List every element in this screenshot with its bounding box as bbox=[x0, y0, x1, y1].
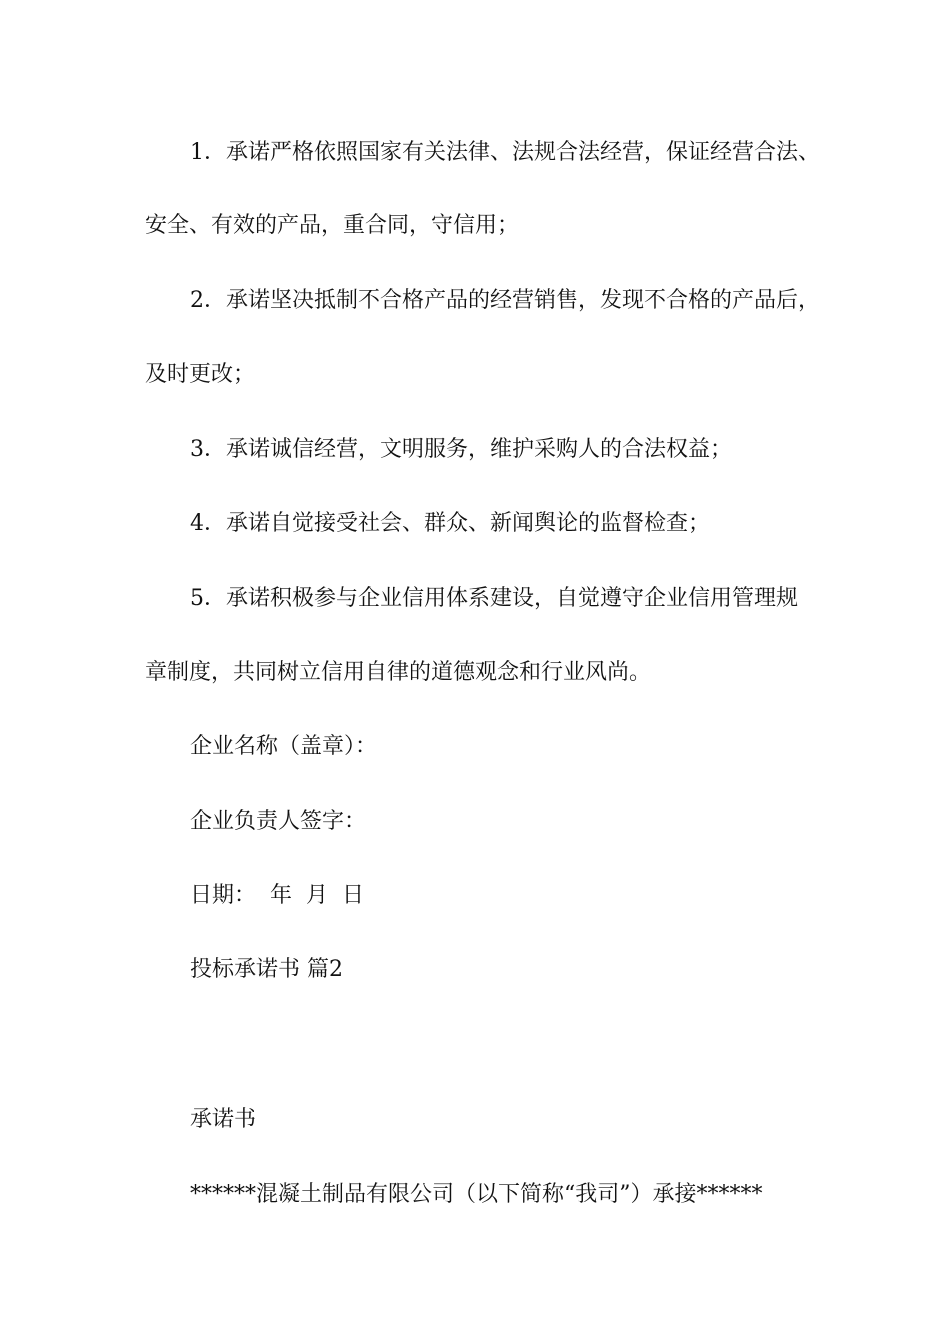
paragraph-1-line-1: 1．承诺严格依照国家有关法律、法规合法经营，保证经营合法、 bbox=[190, 140, 820, 165]
paragraph-2-line-1: 2．承诺坚决抵制不合格产品的经营销售，发现不合格的产品后， bbox=[190, 288, 820, 313]
paragraph-4: 4．承诺自觉接受社会、群众、新闻舆论的监督检查； bbox=[190, 511, 710, 536]
paragraph-5-line-1: 5．承诺积极参与企业信用体系建设，自觉遵守企业信用管理规 bbox=[190, 586, 798, 611]
company-leader-signature-label: 企业负责人签字： bbox=[190, 809, 367, 834]
section-heading-pian-2: 投标承诺书 篇2 bbox=[190, 957, 343, 982]
date-label: 日期： 年 月 日 bbox=[190, 883, 364, 908]
paragraph-2-line-2: 及时更改； bbox=[145, 362, 256, 387]
paragraph-3: 3．承诺诚信经营，文明服务，维护采购人的合法权益； bbox=[190, 437, 732, 462]
letter-title: 承诺书 bbox=[190, 1107, 257, 1132]
paragraph-1-line-2: 安全、有效的产品，重合同，守信用； bbox=[145, 213, 520, 238]
company-name-seal-label: 企业名称（盖章）： bbox=[190, 734, 378, 759]
letter-body-line-1: ******混凝土制品有限公司（以下简称“我司”）承接****** bbox=[190, 1182, 763, 1207]
paragraph-5-line-2: 章制度，共同树立信用自律的道德观念和行业风尚。 bbox=[145, 660, 652, 685]
